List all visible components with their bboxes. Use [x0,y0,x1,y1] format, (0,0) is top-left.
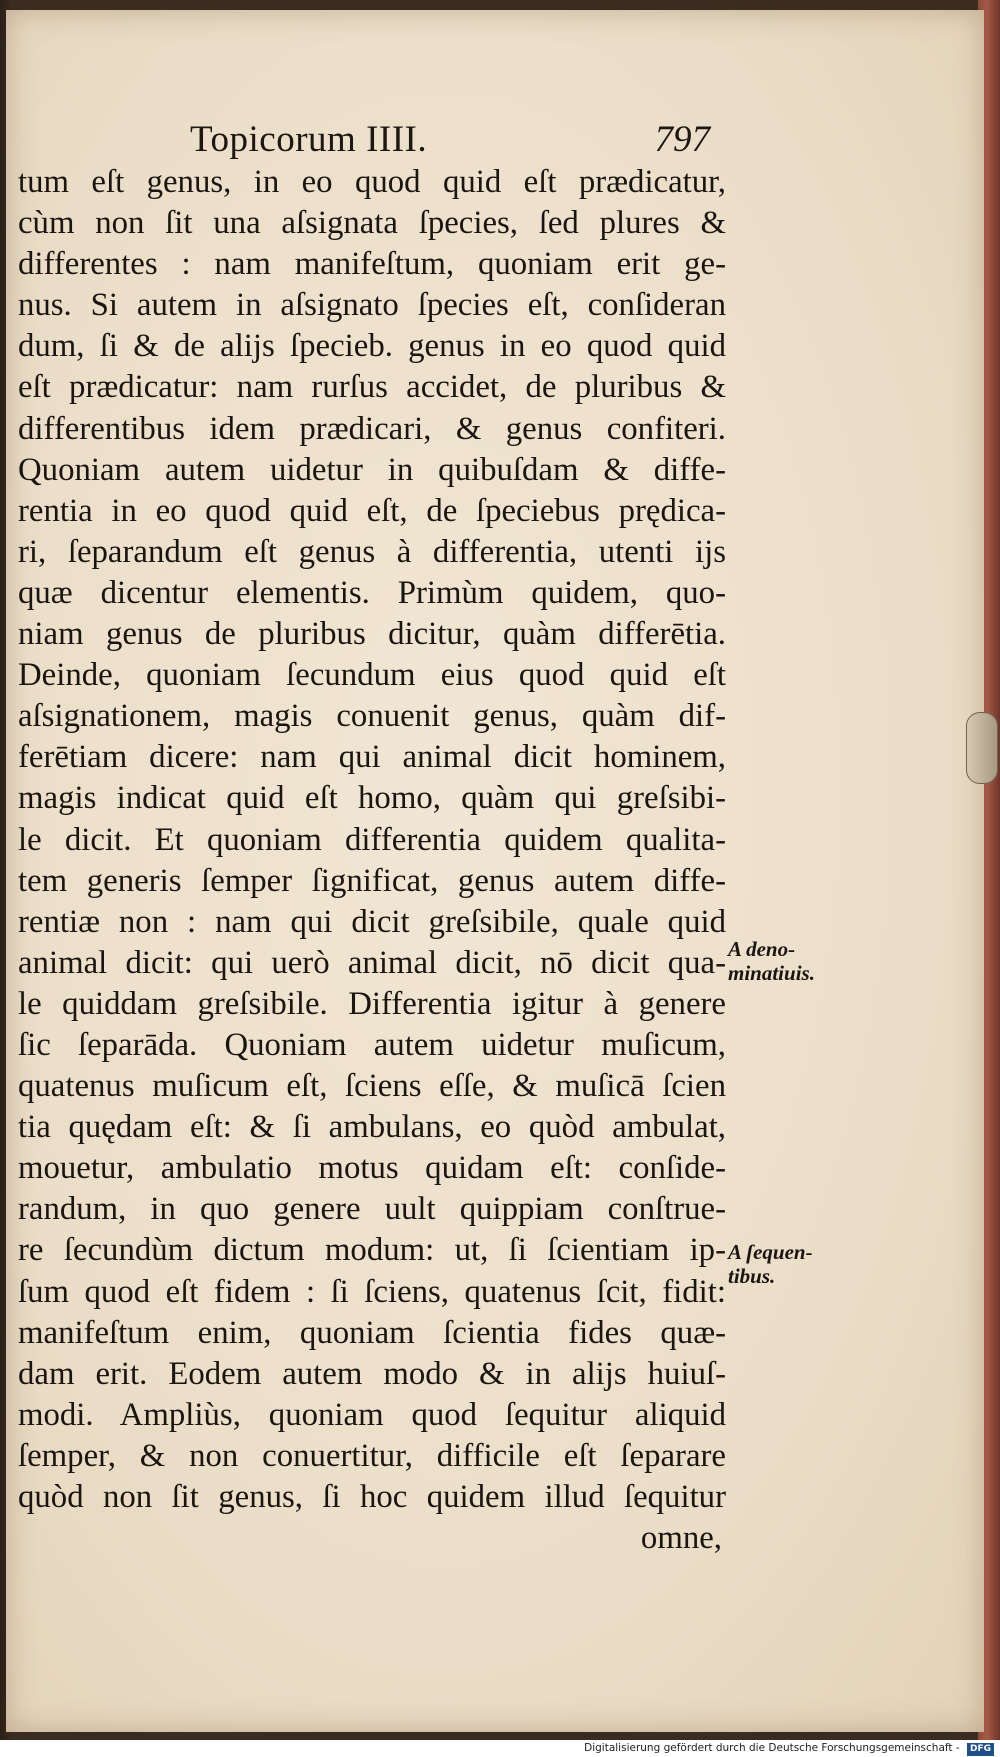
text-line: manifeſtum enim, quoniam ſcientia fides quæ- [18,1314,726,1351]
running-head [190,118,710,168]
text-line: le dicit. Et quoniam differentia quidem qualita- [18,821,726,858]
text-line: tia quędam eſt: & ſi ambulans, eo quòd ambulat, [18,1109,726,1146]
text-line: Deinde, quoniam ſecundum eius quod quid eſt [18,657,726,694]
text-line: randum, in quo genere uult quippiam conſtrue- [18,1191,726,1228]
text-line: le quiddam greſsibile. Differentia igitur à genere [18,985,726,1022]
text-line: quòd non ſit genus, ſi hoc quidem illud ſequitur [18,1479,726,1515]
body-text [18,162,726,1559]
running-head-title: Topicorum IIII. [190,119,428,160]
text-line: Quoniam autem uidetur in quibuſdam & diffe- [18,451,726,488]
footer-credit [584,1740,994,1757]
text-line: cùm non ſit una aſsignata ſpecies, ſed plures & [18,205,726,242]
text-line: eſt prædicatur: nam rurſus accidet, de pluribus & [18,369,726,406]
margin-note-line: A deno- [728,937,796,961]
text-line: quatenus muſicum eſt, ſciens eſſe, & muſicā ſcien [18,1068,726,1105]
text-line: tem generis ſemper ſignificat, genus autem diffe- [18,862,726,899]
text-line: modi. Ampliùs, quoniam quod ſequitur aliquid [18,1396,726,1433]
margin-note-line: A ſequen- [728,1240,813,1264]
text-line: ſemper, & non conuertitur, difficile eſt ſeparare [18,1437,726,1474]
page-number: 797 [654,119,710,160]
margin-note-sequentibus [728,1240,813,1288]
digitization-footer [0,1740,1000,1757]
text-line: mouetur, ambulatio motus quidam eſt: conſide- [18,1150,726,1187]
text-line: dum, ſi & de alijs ſpecieb. genus in eo quod quid [18,328,726,365]
text-line: ſic ſeparāda. Quoniam autem uidetur muſicum, [18,1026,726,1063]
text-line: animal dicit: qui uerò animal dicit, nō dicit qua- [18,944,726,981]
text-line: magis indicat quid eſt homo, quàm qui greſsibi- [18,780,726,817]
margin-note-denominativis [728,937,815,985]
footer-credit-text: Digitalisierung gefördert durch die Deutsche Forschungsgemeinschaft - [584,1742,960,1754]
text-line: niam genus de pluribus dicitur, quàm differētia. [18,616,726,653]
text-line: rentia in eo quod quid eſt, de ſpeciebus prędica- [18,492,726,529]
catchword: omne, [640,1520,722,1557]
text-line: quæ dicentur elementis. Primùm quidem, quo- [18,574,726,611]
text-line: ri, ſeparandum eſt genus à differentia, utenti ijs [18,533,726,570]
dfg-logo: DFG [967,1743,994,1756]
text-line: differentes : nam manifeſtum, quoniam erit ge- [18,246,726,283]
text-line: nus. Si autem in aſsignato ſpecies eſt, conſideran [18,287,726,324]
text-line: ſum quod eſt fidem : ſi ſciens, quatenus ſcit, fidit: [18,1273,726,1310]
margin-note-line: tibus. [728,1264,776,1288]
text-line: ferētiam dicere: nam qui animal dicit hominem, [18,739,726,776]
text-line: rentiæ non : nam qui dicit greſsibile, quale quid [18,903,726,940]
text-line: re ſecundùm dictum modum: ut, ſi ſcientiam ip- [18,1232,726,1269]
page-clasp [966,712,998,784]
text-line: aſsignationem, magis conuenit genus, quàm dif- [18,698,726,735]
text-line: dam erit. Eodem autem modo & in alijs huiuſ- [18,1355,726,1392]
margin-note-line: minatiuis. [728,961,815,985]
text-line: tum eſt genus, in eo quod quid eſt prædicatur, [18,164,726,200]
text-line: differentibus idem prædicari, & genus confiteri. [18,410,726,447]
